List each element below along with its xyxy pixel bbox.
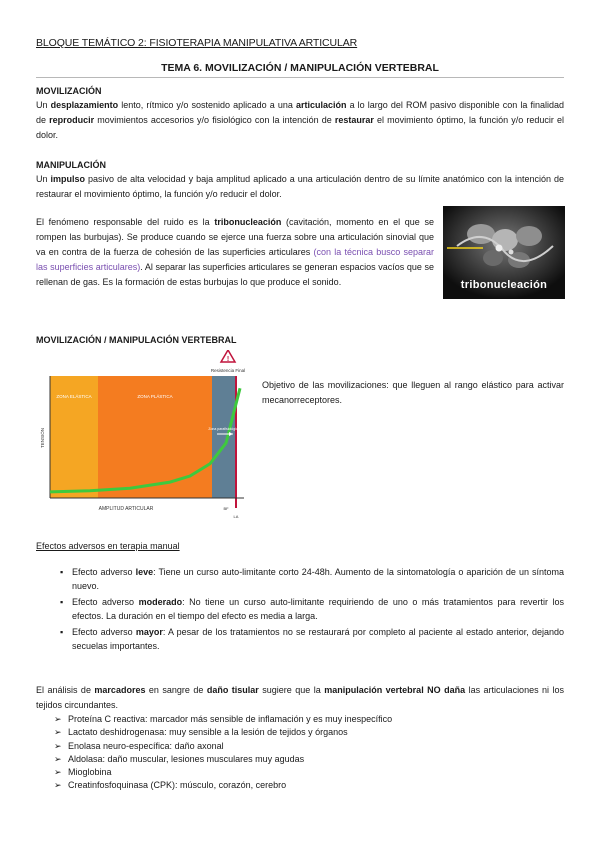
chart-svg	[36, 350, 268, 520]
tension-amplitude-chart	[36, 350, 268, 520]
list-item: ➢ Enolasa neuro-específica: daño axonal	[54, 740, 224, 751]
x-axis-label: AMPLITUD ARTICULAR	[98, 506, 154, 512]
movilizacion-heading: MOVILIZACIÓN	[36, 86, 102, 96]
page-title: TEMA 6. MOVILIZACIÓN / MANIPULACIÓN VERTEBRAL	[161, 62, 439, 74]
title-divider	[36, 77, 564, 78]
zone-label-para: Zona parafisiológica	[208, 427, 240, 431]
list-item: ▪ Efecto adverso mayor: A pesar de los tratamientos no se restaurará por completo al paciente al estado anterior, dejando secuelas importantes.	[60, 627, 564, 651]
warning-mark: !	[226, 356, 230, 363]
efectos-title: Efectos adversos en terapia manual	[36, 541, 180, 551]
zone-parafisiologica	[212, 376, 236, 498]
movilizacion-definition: Un desplazamiento lento, rítmico y/o sostenido aplicado a una articulación a lo largo del ROM pasivo disponible con la finalidad de reproducir movimientos accesorios y/o fisiológico con la intención de restaurar el movimiento óptimo, la función y/o reducir el dolor.	[36, 100, 565, 140]
list-item: ➢ Proteína C reactiva: marcador más sensible de inflamación y es muy inespecífico	[54, 714, 393, 724]
manipulacion-heading: MANIPULACIÓN	[36, 160, 106, 170]
y-axis-label: TENSIÓN	[40, 427, 45, 449]
zone-label-elastic: ZONA ELÁSTICA	[56, 394, 92, 399]
list-item: ➢ Aldolasa: daño muscular, lesiones musculares muy agudas	[54, 753, 305, 764]
top-label: Resistencia Final	[210, 368, 246, 373]
tribonucleacion-image	[443, 206, 565, 299]
zone-label-plastic: ZONA PLÁSTICA	[137, 394, 173, 399]
efectos-list	[36, 566, 564, 656]
x-tick-la: LA	[233, 514, 239, 519]
tribonucleacion-paragraph: El fenómeno responsable del ruido es la tribonucleación (cavitación, momento en el que se rompen las burbujas). Se produce cuando se ejerce una fuerza sobre una articulación sinovial que va en contra de la fuerza de cohesión de las superficies articulares (con la técnica busco separar las superficies articulares). Al separar las superficies articulares se generan espacios vacíos que se rellenan de gas. Es la formación de estas burbujas lo que produce el sonido.	[36, 217, 435, 287]
objetivo-text: Objetivo de las movilizaciones: que lleguen al rango elástico para activar mecanorreceptores.	[262, 380, 564, 405]
block-title: BLOQUE TEMÁTICO 2: FISIOTERAPIA MANIPULATIVA ARTICULAR	[36, 37, 358, 49]
list-item: ➢ Lactato deshidrogenasa: muy sensible a la lesión de tejidos y órganos	[54, 727, 348, 738]
list-item: ➢ Mioglobina	[54, 767, 112, 778]
image-label: tribonucleación	[460, 279, 548, 291]
list-item: ▪ Efecto adverso leve: Tiene un curso auto-limitante corto 24-48h. Aumento de la sintomatología o aparición de un síntoma nuevo.	[60, 567, 564, 591]
marcadores-list	[36, 713, 392, 793]
list-item: ▪ Efecto adverso moderado: No tiene un curso auto-limitante requiriendo de uno o más tratamientos para revertir los efectos. La duración en el tiempo del efecto es media a larga.	[60, 597, 564, 621]
manipulacion-definition: Un impulso pasivo de alta velocidad y baja amplitud aplicado a una articulación dentro de su límite anatómico con la intención de restaurar el movimiento óptimo, la función y/o reducir el dolor.	[36, 174, 564, 199]
x-tick-bf: BF	[223, 506, 229, 511]
list-item: ➢ Creatinfosfoquinasa (CPK): músculo, corazón, cerebro	[54, 780, 287, 791]
marcadores-paragraph: El análisis de marcadores en sangre de daño tisular sugiere que la manipulación vertebral NO daña las articulaciones ni los tejidos circundantes.	[36, 685, 565, 710]
vertebral-heading: MOVILIZACIÓN / MANIPULACIÓN VERTEBRAL	[36, 335, 237, 345]
